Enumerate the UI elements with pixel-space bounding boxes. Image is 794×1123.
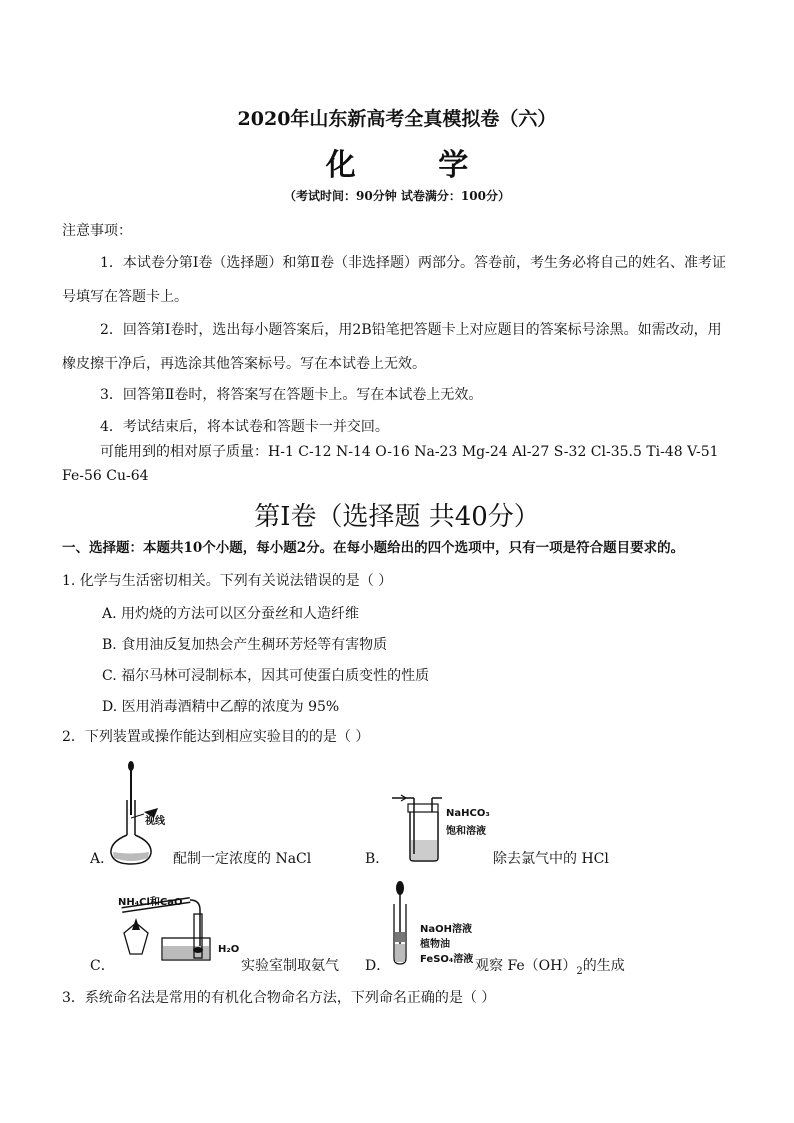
q2-option-c-label: C． — [90, 958, 115, 974]
notice-heading: 注意事项： — [62, 223, 132, 239]
q3-stem: 3．系统命名法是常用的有机化合物命名方法，下列命名正确的是（ ） — [62, 990, 496, 1006]
notice-item-4: 4．考试结束后，将本试卷和答题卡一并交回。 — [100, 419, 389, 435]
fig-c-label-reagents: NH₄Cl和CaO — [118, 897, 183, 908]
part1-title: 第Ⅰ卷（选择题 共40分） — [254, 502, 540, 532]
q1-option-b: B. 食用油反复加热会产生稠环芳烃等有害物质 — [102, 637, 388, 653]
fig-d-label-naoh: NaOH溶液 — [420, 924, 472, 935]
fig-b-label-nahco3: NaHCO₃ — [446, 808, 490, 819]
q1-option-c: C. 福尔马林可浸制标本，因其可使蛋白质变性的性质 — [102, 668, 430, 684]
atomic-masses: 可能用到的相对原子质量：H-1 C-12 N-14 O-16 Na-23 Mg-24 Al-27 S-32 Cl-35.5 Ti-48 V-51 Fe-56 Cu-64 — [62, 444, 719, 484]
notice-item-2: 2．回答第Ⅰ卷时，选出每小题答案后，用2B铅笔把答题卡上对应题目的答案标号涂黑。如需改动，用橡皮擦干净后，再选涂其他答案标号。写在本试卷上无效。 — [62, 322, 722, 372]
q1-option-a: A. 用灼烧的方法可以区分蚕丝和人造纤维 — [102, 606, 360, 622]
q2-option-d-label: D． — [365, 958, 391, 974]
volumetric-flask-figure — [108, 760, 178, 865]
notice-item-1: 1．本试卷分第Ⅰ卷（选择题）和第Ⅱ卷（非选择题）两部分。答卷前，考生务必将自己的姓名、准考证号填写在答题卡上。 — [62, 255, 726, 305]
fig-c-label-water: H₂O — [218, 944, 240, 955]
q2-option-b-label: B． — [365, 851, 390, 867]
q2-option-d-caption: 观察 $Fe(OH)_2$的生成 — [475, 958, 625, 977]
q2-stem: 2．下列装置或操作能达到相应实验目的的是（ ） — [62, 729, 370, 745]
notice-item-3: 3．回答第Ⅱ卷时，将答案写在答题卡上。写在本试卷上无效。 — [100, 387, 483, 403]
fig-d-label-oil: 植物油 — [420, 939, 450, 950]
fig-a-label-sightline: 视线 — [145, 816, 165, 827]
test-tube-figure — [390, 880, 410, 966]
q2-option-c-caption: 实验室制取氨气 — [241, 958, 339, 974]
q1-stem: 1. 化学与生活密切相关。下列有关说法错误的是（ ） — [62, 573, 393, 589]
q2-option-a-caption: 配制一定浓度的 NaCl — [173, 851, 312, 867]
exam-title: 2020年山东新高考全真模拟卷（六） — [237, 108, 557, 130]
section-intro: 一、选择题：本题共10个小题，每小题2分。在每小题给出的四个选项中，只有一项是符合题目要求的。 — [62, 540, 685, 556]
subject-title: 化 学 — [325, 148, 505, 183]
q1-option-d: D. 医用消毒酒精中乙醇的浓度为 95% — [102, 699, 340, 715]
q2-option-a-label: A． — [90, 851, 115, 867]
gas-washing-bottle-figure — [392, 790, 452, 862]
exam-time-info: （考试时间：90分钟 试卷满分：100分） — [284, 189, 510, 203]
fig-d-label-feso4: FeSO₄溶液 — [420, 954, 474, 965]
fig-b-label-saturated: 饱和溶液 — [446, 826, 486, 837]
q2-option-b-caption: 除去氯气中的 HCl — [493, 851, 609, 867]
